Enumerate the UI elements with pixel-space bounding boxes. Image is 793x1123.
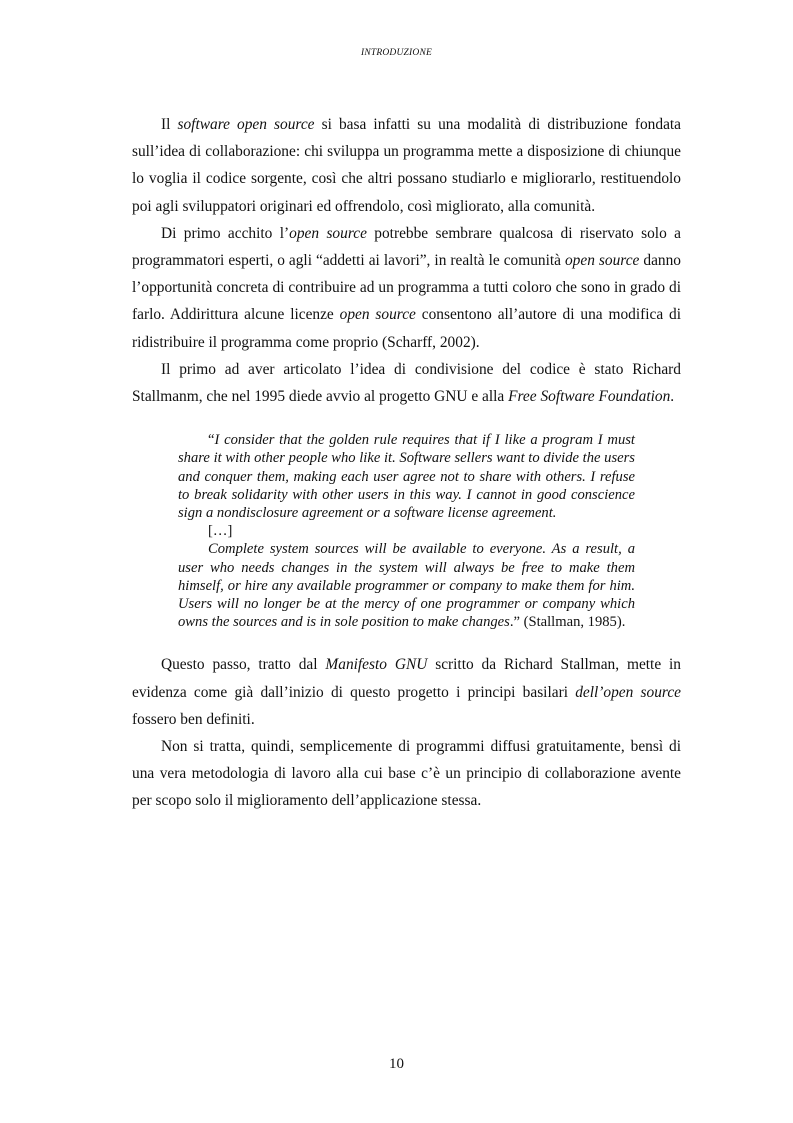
italic-term: software open source — [177, 116, 315, 133]
quote-text: I consider that the golden rule requires that if I like a program I must share it with other people who like it. Software sellers want to divide the users and conquer them, making each user agree not to share with others. I refuse to break solidarity with other users in this way. I cannot in good conscience sign a nondisclosure agreement or a software license agreement. — [178, 432, 635, 522]
text-run: Il — [161, 116, 178, 133]
text-run: . — [670, 388, 675, 406]
quote-ellipsis: […] — [208, 523, 233, 540]
page-number: 10 — [389, 1056, 404, 1072]
italic-term: dell’open source — [575, 683, 681, 701]
quote-open-mark: “ — [208, 432, 215, 449]
italic-term: Manifesto GNU — [325, 656, 428, 674]
text-run: potrebbe sembrare qualcosa di riservato solo a programmatori esperti, o agli “addetti ai lavori”, in realtà le comunità — [132, 224, 681, 270]
italic-term: Free Software Foundation — [508, 388, 671, 406]
italic-term: open source — [564, 252, 640, 270]
text-run: fossero ben definiti. — [132, 710, 255, 728]
running-header: INTRODUZIONE — [360, 48, 432, 58]
block-quote — [178, 431, 635, 631]
text-run: danno l’opportunità concreta di contribuire ad un programma a tutti coloro che sono in grado di farlo. Addirittura alcune licenze — [132, 252, 681, 324]
paragraph-stallman-gnu — [132, 356, 681, 410]
text-run: Di primo acchito l’ — [161, 224, 290, 242]
text-run: consentono all’autore di una modifica di ridistribuire il programma come proprio (Scharff, 2002). — [132, 306, 682, 351]
text-run: Questo passo, tratto dal — [161, 656, 326, 674]
quote-paragraph — [178, 540, 635, 631]
paragraph-open-source-community — [132, 220, 681, 356]
italic-term: open source — [289, 224, 367, 242]
text-run: si basa infatti su una modalità di distribuzione fondata sull’idea di collaborazione: chi sviluppa un programma mette a disposizione di chiunque lo voglia il codice sorgente, così che altri possano studiarlo e migliorarlo, restituendolo poi agli sviluppatori originari ed offrendolo, così migliorato, alla comunità. — [132, 116, 682, 215]
main-text — [132, 111, 681, 815]
text-run: Il primo ad aver articolato l’idea di condivisione del codice è stato Richard Stallmanm, che nel 1995 diede avvio al progetto GNU e alla — [132, 360, 681, 406]
paragraph-manifesto — [132, 651, 681, 733]
quote-citation: .” (Stallman, 1985). — [509, 614, 626, 631]
paragraph-open-source-definition — [132, 111, 681, 220]
text-run: scritto da Richard Stallman, mette in evidenza come già dall’inizio di questo progetto i principi basilari — [132, 656, 681, 701]
quote-paragraph — [178, 431, 635, 522]
paragraph-methodology: Non si tratta, quindi, semplicemente di programmi diffusi gratuitamente, bensì di una vera metodologia di lavoro alla cui base c’è un principio di collaborazione avente per scopo solo il miglioramento dell’applicazione stessa. — [132, 738, 681, 810]
italic-term: open source — [339, 306, 416, 324]
quote-text: Complete system sources will be available to everyone. As a result, a user who needs changes in the system will always be free to make them himself, or hire any available programmer or company to make them for him. Users will no longer be at the mercy of one programmer or company which owns the sources and is in sole position to make changes — [178, 541, 635, 631]
